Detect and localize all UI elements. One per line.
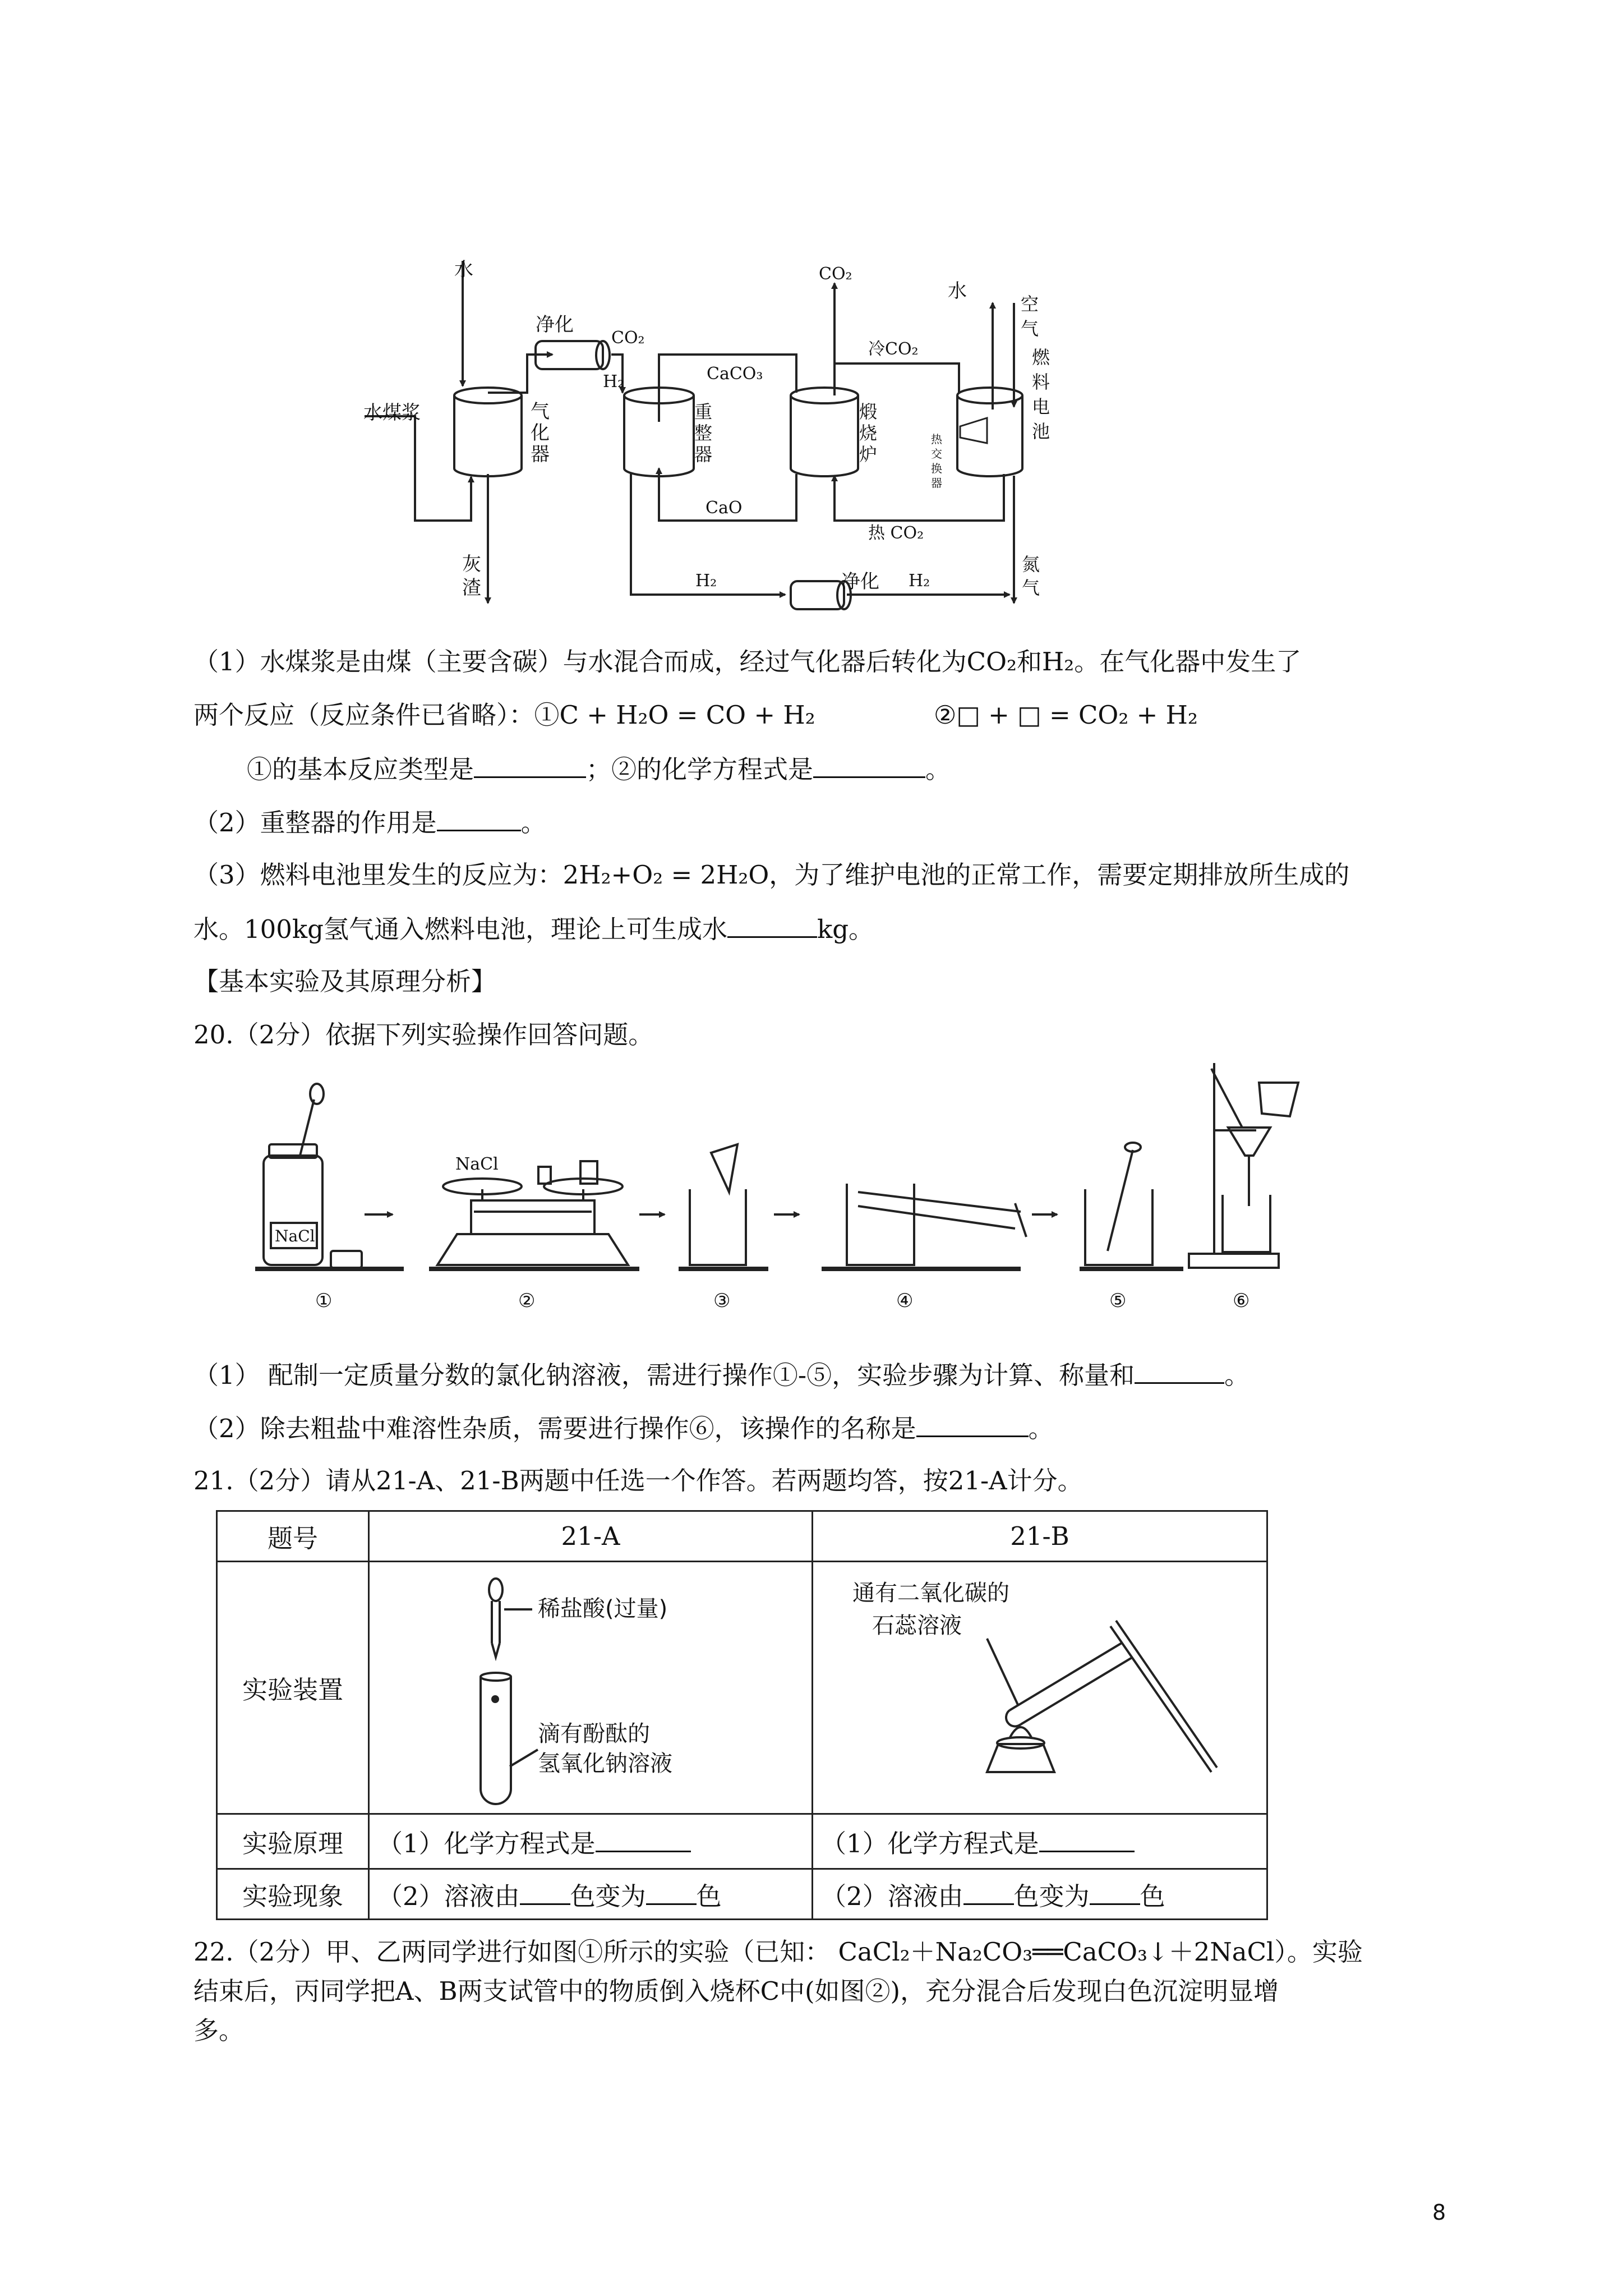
page-number: 8 bbox=[1432, 2200, 1446, 2225]
principle-prompt: （1）化学方程式是 bbox=[377, 1829, 596, 1858]
label-water-in: 水 bbox=[454, 259, 473, 281]
phenomenon-prompt: （2）溶液由 bbox=[821, 1881, 963, 1911]
step-5: ⑤ bbox=[1109, 1290, 1127, 1312]
punctuation: 。 bbox=[1224, 1360, 1250, 1390]
q21-stem: 21.（2分）请从21-A、21-B两题中任选一个作答。若两题均答，按21-A计分。 bbox=[193, 1466, 1083, 1496]
label-dilute-hcl: 稀盐酸(过量) bbox=[538, 1596, 668, 1622]
answer-blank[interactable] bbox=[1135, 1358, 1224, 1384]
label-co2: CO₂ bbox=[611, 328, 645, 348]
label-coal-slurry: 水煤浆 bbox=[363, 402, 421, 424]
q22-line3: 多。 bbox=[193, 2016, 245, 2045]
row-apparatus-label: 实验装置 bbox=[217, 1562, 369, 1814]
label-water-top: 水 bbox=[948, 280, 967, 302]
header-21a: 21-A bbox=[369, 1511, 813, 1562]
phenomenon-end: 色 bbox=[696, 1881, 722, 1911]
q20-part2-prompt: （2）除去粗盐中难溶性杂质，需要进行操作⑥，该操作的名称是 bbox=[193, 1414, 916, 1443]
q19-part1-line1: （1）水煤浆是由煤（主要含碳）与水混合而成，经过气化器后转化为CO₂和H₂。在气化器中发生了 bbox=[193, 647, 1302, 677]
q19-reformer-prompt: （2）重整器的作用是 bbox=[193, 808, 437, 838]
answer-blank[interactable] bbox=[963, 1879, 1014, 1905]
label-h2-bottom-right: H₂ bbox=[909, 571, 930, 591]
phenomenon-mid: 色变为 bbox=[570, 1881, 646, 1911]
label-gasifier: 气化器 bbox=[531, 401, 550, 466]
label-fuel-cell: 燃料电池 bbox=[1032, 347, 1050, 442]
label-air: 空气 bbox=[1021, 293, 1039, 339]
q21-table bbox=[216, 1510, 1268, 1920]
label-purify-bottom: 净化 bbox=[841, 570, 879, 593]
header-21b: 21-B bbox=[813, 1511, 1267, 1562]
label-cao: CaO bbox=[706, 498, 743, 518]
q20-part1 bbox=[193, 1358, 1249, 1392]
dropper-test-tube-illustration bbox=[375, 1565, 790, 1811]
punctuation: 。 bbox=[925, 754, 951, 784]
label-ash: 灰渣 bbox=[462, 553, 481, 599]
q19-type-prompt: ①的基本反应类型是 bbox=[247, 754, 474, 784]
label-litmus-solution: 石蕊溶液 bbox=[872, 1613, 962, 1639]
step-3: ③ bbox=[713, 1290, 731, 1312]
q20-part2 bbox=[193, 1411, 1054, 1446]
unit-kg: kg。 bbox=[817, 914, 874, 944]
punctuation: 。 bbox=[1028, 1414, 1054, 1443]
phenomenon-21b bbox=[813, 1869, 1267, 1920]
q22-line1: 22.（2分）甲、乙两同学进行如图①所示的实验（已知： CaCl₂＋Na₂CO₃══CaCO₃↓＋2NaCl）。实验 bbox=[193, 1937, 1363, 1967]
q22-line2: 结束后，丙同学把A、B两支试管中的物质倒入烧杯C中(如图②)，充分混合后发现白色沉淀明显增 bbox=[193, 1976, 1279, 2006]
label-purify-top: 净化 bbox=[536, 314, 574, 336]
heated-test-tube-illustration bbox=[819, 1565, 1245, 1811]
answer-blank[interactable] bbox=[1039, 1826, 1135, 1852]
section-title: 【基本实验及其原理分析】 bbox=[193, 967, 497, 996]
answer-blank[interactable] bbox=[1090, 1879, 1140, 1905]
punctuation: 。 bbox=[520, 808, 546, 838]
answer-blank[interactable] bbox=[520, 1879, 570, 1905]
q19-part1-line2a: 两个反应（反应条件已省略）：①C + H₂O = CO + H₂ bbox=[193, 700, 815, 730]
phenomenon-end: 色 bbox=[1140, 1881, 1165, 1911]
nacl-jar-label: NaCl bbox=[275, 1227, 315, 1245]
q19-part3-line1: （3）燃料电池里发生的反应为：2H₂+O₂ = 2H₂O，为了维护电池的正常工作，需要定期排放所生成的 bbox=[193, 860, 1350, 890]
label-cold-co2: 冷CO₂ bbox=[868, 339, 919, 359]
principle-21b bbox=[813, 1814, 1267, 1869]
label-calciner: 煅烧炉 bbox=[859, 401, 878, 465]
answer-blank[interactable] bbox=[916, 1411, 1029, 1437]
step-2: ② bbox=[518, 1290, 536, 1312]
step-4: ④ bbox=[896, 1290, 914, 1312]
label-phenolphthalein: 滴有酚酞的 bbox=[538, 1721, 650, 1747]
label-h2-in: H₂ bbox=[603, 372, 625, 392]
phenomenon-prompt: （2）溶液由 bbox=[377, 1881, 520, 1911]
step-1: ① bbox=[315, 1290, 333, 1312]
label-heat-exchanger: 热交换器 bbox=[931, 432, 942, 490]
label-caco3: CaCO₃ bbox=[707, 364, 763, 384]
row-principle-label: 实验原理 bbox=[217, 1814, 369, 1869]
label-naoh-solution: 氢氧化钠溶液 bbox=[538, 1751, 672, 1777]
q19-part1-line2b: ②□ + □ = CO₂ + H₂ bbox=[934, 700, 1198, 730]
label-h2-bottom-left: H₂ bbox=[695, 571, 717, 591]
answer-blank[interactable] bbox=[646, 1879, 697, 1905]
q20-stem: 20.（2分）依据下列实验操作回答问题。 bbox=[193, 1020, 654, 1050]
apparatus-21a bbox=[369, 1562, 813, 1814]
q19-water-prompt: 水。100kg氢气通入燃料电池，理论上可生成水 bbox=[193, 914, 727, 944]
label-hot-co2: 热 CO₂ bbox=[868, 523, 924, 543]
row-phenomenon-label: 实验现象 bbox=[217, 1869, 369, 1920]
q20-part1-prompt: （1） 配制一定质量分数的氯化钠溶液，需进行操作①-⑤，实验步骤为计算、称量和 bbox=[193, 1360, 1135, 1390]
label-co2-litmus: 通有二氧化碳的 bbox=[852, 1580, 1009, 1606]
apparatus-21b bbox=[813, 1562, 1267, 1814]
principle-prompt: （1）化学方程式是 bbox=[821, 1829, 1039, 1858]
answer-blank[interactable] bbox=[596, 1826, 691, 1852]
header-label: 题号 bbox=[217, 1511, 369, 1562]
step-6: ⑥ bbox=[1233, 1290, 1250, 1312]
phenomenon-mid: 色变为 bbox=[1013, 1881, 1090, 1911]
label-nitrogen: 氮气 bbox=[1022, 554, 1040, 599]
nacl-balance-label: NaCl bbox=[455, 1154, 499, 1174]
phenomenon-21a bbox=[369, 1869, 813, 1920]
q19-equation-prompt: ；②的化学方程式是 bbox=[586, 754, 814, 784]
label-reformer: 重整器 bbox=[694, 401, 713, 465]
label-co2-out: CO₂ bbox=[819, 264, 852, 284]
principle-21a bbox=[369, 1814, 813, 1869]
